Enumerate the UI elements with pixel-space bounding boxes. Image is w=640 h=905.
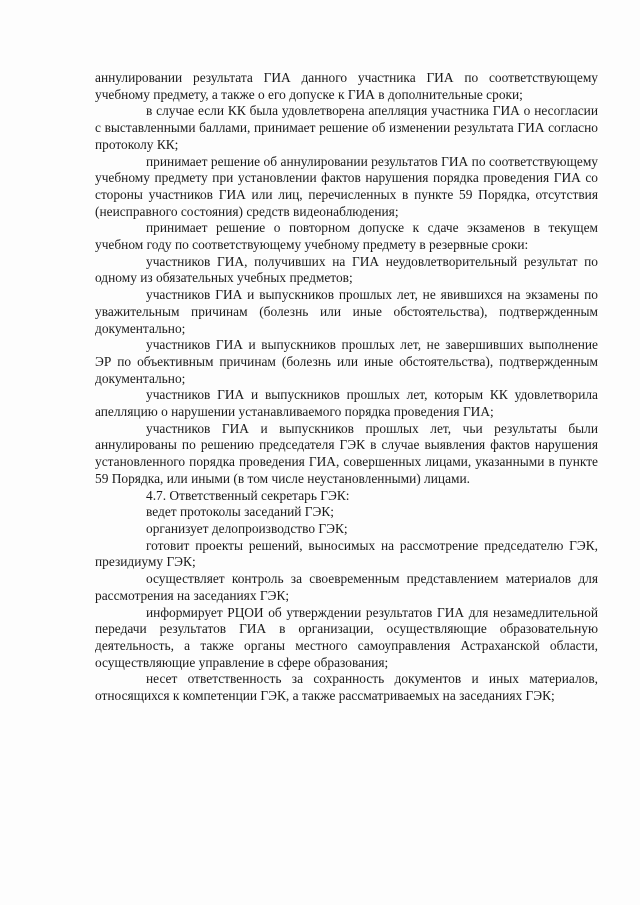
document-body — [95, 70, 598, 705]
paragraph: готовит проекты решений, выносимых на рассмотрение председателю ГЭК, президиуму ГЭК; — [95, 537, 598, 570]
paragraph: принимает решение о повторном допуске к сдаче экзаменов в текущем учебном году по соответствующему учебному предмету в резервные сроки: — [95, 220, 598, 253]
paragraph: участников ГИА и выпускников прошлых лет, которым КК удовлетворила апелляцию о нарушении устанавливаемого порядка проведения ГИА; — [95, 387, 598, 420]
paragraph: организует делопроизводство ГЭК; — [146, 520, 348, 536]
paragraph: 4.7. Ответственный секретарь ГЭК: — [146, 487, 350, 503]
paragraph: ведет протоколы заседаний ГЭК; — [146, 504, 335, 520]
paragraph: принимает решение об аннулировании результатов ГИА по соответствующему учебному предмету при установлении фактов нарушения порядка проведения ГИА со стороны участников ГИА или лиц, перечисленных в пункте 59 Порядка, отсутствия (неисправного состояния) средств видеонаблюдения; — [95, 153, 598, 219]
paragraph: участников ГИА и выпускников прошлых лет, не завершивших выполнение ЭР по объективным причинам (болезнь или иные обстоятельства), подтвержденным документально; — [95, 337, 598, 386]
paragraph: осуществляет контроль за своевременным представлением материалов для рассмотрения на заседаниях ГЭК; — [95, 571, 598, 603]
paragraph: в случае если КК была удовлетворена апелляция участника ГИА о несогласии с выставленными баллами, принимает решение об изменении результата ГИА согласно протоколу КК; — [95, 103, 598, 152]
paragraph: участников ГИА и выпускников прошлых лет, чьи результаты были аннулированы по решению председателя ГЭК в случае выявления фактов нарушения установленного порядка проведения ГИА, совершенных лицами, указанными в пункте 59 Порядка, или иными (в том числе неустановленными) лицами. — [95, 420, 598, 486]
paragraph: участников ГИА и выпускников прошлых лет, не явившихся на экзамены по уважительным причинам (болезнь или иные обстоятельства), подтвержденным документально; — [95, 287, 598, 336]
paragraph: участников ГИА, получивших на ГИА неудовлетворительный результат по одному из обязательных учебных предметов; — [95, 253, 598, 286]
paragraph: несет ответственность за сохранность документов и иных материалов, относящихся к компетенции ГЭК, а также рассматриваемых на заседаниях ГЭК; — [95, 671, 598, 704]
paragraph: информирует РЦОИ об утверждении результатов ГИА для незамедлительной передачи результатов ГИА в организации, осуществляющие образовательную деятельность, а также органы местного самоуправления Астраханской области, осуществляющие управление в сфере образования; — [95, 604, 598, 670]
paragraph: аннулировании результата ГИА данного участника ГИА по соответствующему учебному предмету, а также о его допуске к ГИА в дополнительные сроки; — [95, 70, 598, 102]
